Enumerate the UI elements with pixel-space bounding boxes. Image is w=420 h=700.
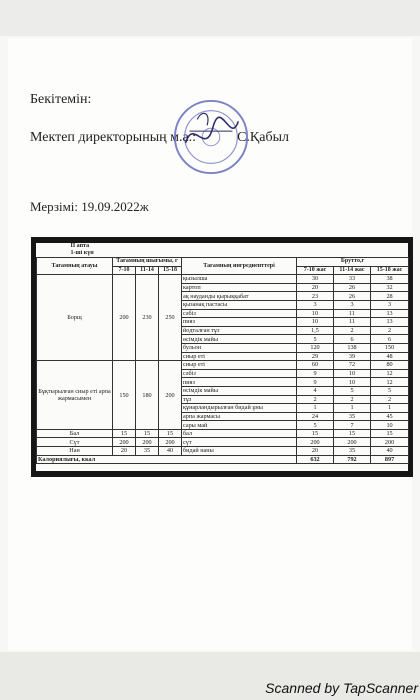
dish-name: Сүт — [37, 438, 113, 447]
ingredient-weight: 9 — [297, 369, 334, 378]
ingredient-weight: 60 — [297, 361, 334, 370]
ingredient-name: сәбіз — [182, 369, 297, 378]
ingredient-weight: 38 — [371, 275, 409, 284]
ingredient-name: қызылша — [182, 275, 297, 284]
ingredient-weight: 5 — [297, 335, 334, 344]
ingredient-name: бал — [182, 429, 297, 438]
ingredient-weight: 26 — [334, 283, 371, 292]
ingredient-weight: 10 — [334, 369, 371, 378]
ingredient-weight: 10 — [334, 378, 371, 387]
dish-yield: 200 — [159, 361, 182, 430]
ingredient-name: пияз — [182, 378, 297, 387]
ingredient-name: пияз — [182, 318, 297, 327]
col-ingredients-header: Тағамның ингредиенттері — [182, 258, 297, 275]
ingredient-weight: 200 — [334, 438, 371, 447]
ingredient-name: қызанақ пастасы — [182, 300, 297, 309]
ingredient-name: өсімдік майы — [182, 386, 297, 395]
ingredient-weight: 150 — [371, 343, 409, 352]
ingredient-weight: 48 — [371, 352, 409, 361]
table-row — [37, 438, 409, 447]
brutto-sub-header: 15-18 жас — [371, 266, 409, 275]
dish-name: Бұқтырылған сиыр еті арпа жармасымен — [37, 361, 113, 430]
dish-yield: 250 — [159, 275, 182, 361]
ingredient-weight: 80 — [371, 361, 409, 370]
dish-yield: 15 — [113, 429, 136, 438]
dish-yield: 200 — [136, 438, 159, 447]
total-value: 792 — [334, 455, 371, 464]
ingredient-weight: 26 — [334, 292, 371, 301]
table-row — [37, 275, 409, 284]
ingredient-weight: 1,5 — [297, 326, 334, 335]
dish-yield: 150 — [113, 361, 136, 430]
ingredient-weight: 32 — [371, 283, 409, 292]
ingredient-name: сәбіз — [182, 309, 297, 318]
ingredient-weight: 4 — [297, 386, 334, 395]
table-row — [37, 447, 409, 456]
ingredient-weight: 1 — [371, 404, 409, 413]
ingredient-weight: 3 — [297, 300, 334, 309]
ingredient-weight: 39 — [334, 352, 371, 361]
ingredient-name: картоп — [182, 283, 297, 292]
ingredient-name: ақ науданды қырыққабат — [182, 292, 297, 301]
ingredient-weight: 35 — [334, 447, 371, 456]
yield-sub-header: 15-18 — [159, 266, 182, 275]
ingredient-weight: 13 — [371, 309, 409, 318]
director-name: С.Қабыл — [237, 130, 289, 145]
dish-name: Бал — [37, 429, 113, 438]
ingredient-name: бидай наны — [182, 447, 297, 456]
dish-yield: 200 — [159, 438, 182, 447]
dish-yield: 180 — [136, 361, 159, 430]
ingredient-weight: 5 — [371, 386, 409, 395]
menu-table-frame — [31, 237, 413, 477]
dish-yield: 200 — [113, 275, 136, 361]
dish-name: Нан — [37, 447, 113, 456]
ingredient-weight: 2 — [371, 395, 409, 404]
ingredient-weight: 10 — [297, 318, 334, 327]
week-label: II апта — [70, 243, 90, 249]
scanner-watermark: Scanned by TapScanner — [265, 680, 418, 696]
ingredient-weight: 120 — [297, 343, 334, 352]
ingredient-weight: 28 — [371, 292, 409, 301]
yield-sub-header: 7-10 — [113, 266, 136, 275]
dish-yield: 20 — [113, 447, 136, 456]
ingredient-weight: 72 — [334, 361, 371, 370]
ingredient-weight: 200 — [371, 438, 409, 447]
col-yield-header: Тағамның шығымы, г — [113, 258, 182, 267]
ingredient-weight: 1 — [297, 404, 334, 413]
total-row — [37, 455, 409, 464]
ingredient-name: бульон — [182, 343, 297, 352]
menu-table-paper — [36, 243, 408, 471]
ingredient-weight: 6 — [334, 335, 371, 344]
ingredient-weight: 3 — [334, 300, 371, 309]
ingredient-weight: 6 — [371, 335, 409, 344]
ingredient-weight: 3 — [371, 300, 409, 309]
ingredient-weight: 10 — [297, 309, 334, 318]
ingredient-weight: 10 — [371, 421, 409, 430]
menu-table-body — [37, 243, 409, 464]
ingredient-weight: 23 — [297, 292, 334, 301]
ingredient-weight: 2 — [371, 326, 409, 335]
ingredient-weight: 20 — [297, 283, 334, 292]
brutto-sub-header: 7-10 жас — [297, 266, 334, 275]
dish-yield: 35 — [136, 447, 159, 456]
ingredient-weight: 5 — [334, 386, 371, 395]
ingredient-weight: 11 — [334, 318, 371, 327]
ingredient-name: тұз — [182, 395, 297, 404]
table-row — [37, 361, 409, 370]
dish-yield: 15 — [136, 429, 159, 438]
dish-yield: 15 — [159, 429, 182, 438]
ingredient-weight: 138 — [334, 343, 371, 352]
table-row — [37, 429, 409, 438]
ingredient-weight: 15 — [334, 429, 371, 438]
ingredient-weight: 12 — [371, 369, 409, 378]
date-line: Мерзімі: 19.09.2022ж — [30, 199, 149, 214]
ingredient-weight: 9 — [297, 378, 334, 387]
brutto-sub-header: 11-14 жас — [334, 266, 371, 275]
ingredient-weight: 45 — [371, 412, 409, 421]
ingredient-weight: 20 — [297, 447, 334, 456]
yield-sub-header: 11-14 — [136, 266, 159, 275]
ingredient-weight: 40 — [371, 447, 409, 456]
ingredient-weight: 15 — [297, 429, 334, 438]
official-stamp-seal — [172, 98, 250, 176]
ingredient-weight: 2 — [334, 395, 371, 404]
ingredient-weight: 12 — [371, 378, 409, 387]
ingredient-name: сиыр еті — [182, 361, 297, 370]
ingredient-name: өсімдік майы — [182, 335, 297, 344]
director-prefix: Мектеп директорының м.а.: — [30, 130, 197, 145]
ingredient-weight: 13 — [371, 318, 409, 327]
ingredient-weight: 30 — [297, 275, 334, 284]
ingredient-weight: 11 — [334, 309, 371, 318]
ingredient-weight: 29 — [297, 352, 334, 361]
ingredient-weight: 1 — [334, 404, 371, 413]
ingredient-weight: 35 — [334, 412, 371, 421]
ingredient-name: сары май — [182, 421, 297, 430]
col-brutto-header: Брутто,г — [297, 258, 409, 267]
col-dish-header: Тағамның атауы — [37, 258, 113, 275]
dish-yield: 40 — [159, 447, 182, 456]
ingredient-name: сүт — [182, 438, 297, 447]
ingredient-weight: 2 — [334, 326, 371, 335]
ingredient-weight: 15 — [371, 429, 409, 438]
ingredient-weight: 24 — [297, 412, 334, 421]
scan-top-margin — [0, 0, 420, 36]
ingredient-name: арпа жармасы — [182, 412, 297, 421]
ingredient-weight: 200 — [297, 438, 334, 447]
total-value: 632 — [297, 455, 334, 464]
ingredient-weight: 33 — [334, 275, 371, 284]
total-value: 897 — [371, 455, 409, 464]
director-line — [30, 130, 289, 146]
dish-yield: 230 — [136, 275, 159, 361]
approve-heading: Бекітемін: — [30, 92, 92, 107]
ingredient-weight: 5 — [297, 421, 334, 430]
dish-yield: 200 — [113, 438, 136, 447]
ingredient-weight: 2 — [297, 395, 334, 404]
ingredient-name: құнарландырылған бидай ұны — [182, 404, 297, 413]
day-label: 1-ші күн — [70, 250, 94, 256]
menu-table — [36, 243, 409, 464]
ingredient-weight: 7 — [334, 421, 371, 430]
ingredient-name: сиыр еті — [182, 352, 297, 361]
ingredient-name: йодталған тұз — [182, 326, 297, 335]
dish-name: Борщ — [37, 275, 113, 361]
total-label: Калориялығы, ккал — [37, 455, 297, 464]
